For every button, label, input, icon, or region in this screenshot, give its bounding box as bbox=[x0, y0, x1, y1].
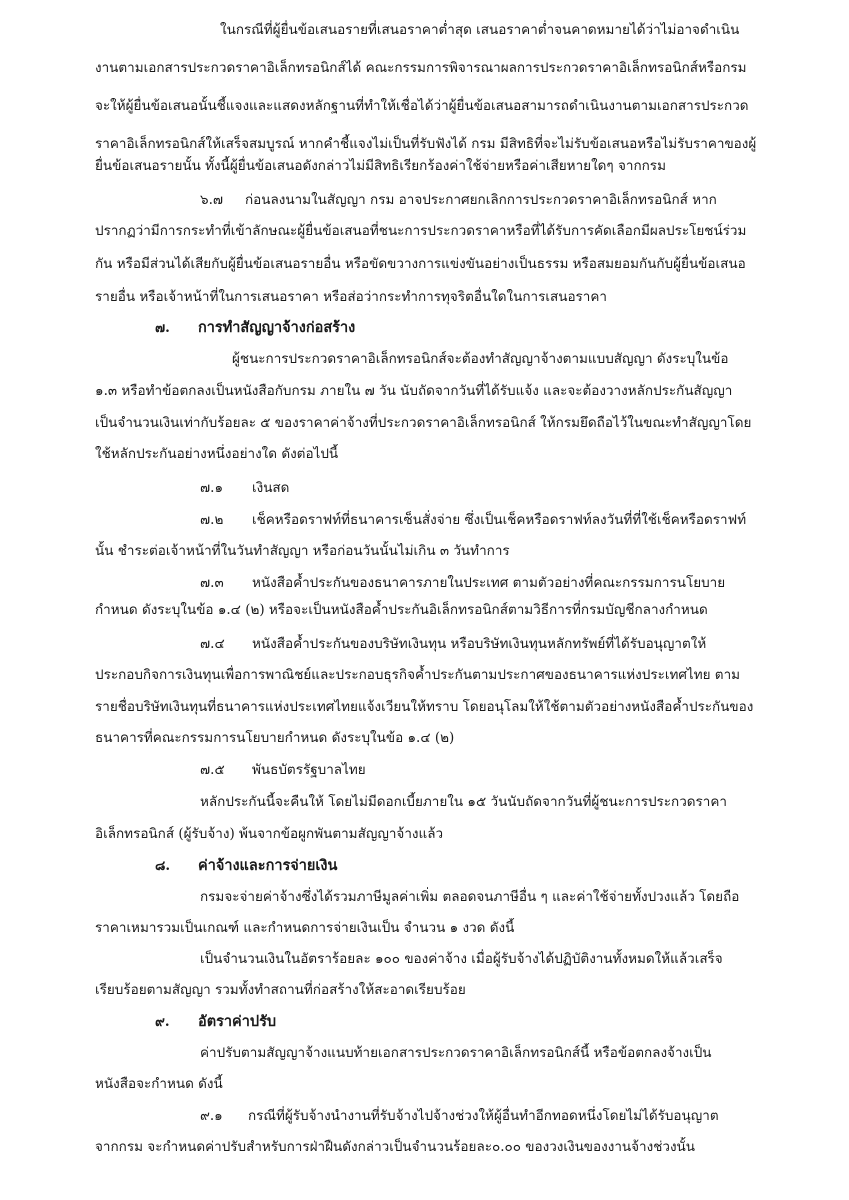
paragraph-line: ๑.๓ หรือทำข้อตกลงเป็นหนังสือกับกรม ภายใน ๗ วัน นับถัดจากวันที่ได้รับแจ้ง และจะต้องวางหลักประกันสัญญา bbox=[95, 383, 733, 399]
paragraph-line: หนังสือค้ำประกันของบริษัทเงินทุน หรือบริษัทเงินทุนหลักทรัพย์ที่ได้รับอนุญาตให้ bbox=[252, 636, 707, 652]
paragraph-line: รายชื่อบริษัทเงินทุนที่ธนาคารแห่งประเทศไทยแจ้งเวียนให้ทราบ โดยอนุโลมให้ใช้ตามตัวอย่างหนังสือค้ำประกันของ bbox=[95, 699, 754, 715]
paragraph-line: ค่าปรับตามสัญญาจ้างแนบท้ายเอกสารประกวดราคาอิเล็กทรอนิกส์นี้ หรือข้อตกลงจ้างเป็น bbox=[200, 1045, 712, 1061]
section-number: ๗. bbox=[155, 320, 170, 336]
paragraph-line: จากกรม จะกำหนดค่าปรับสำหรับการฝ่าฝืนดังกล่าวเป็นจำนวนร้อยละ๐.๐๐ ของวงเงินของงานจ้างช่วงนั้น bbox=[95, 1139, 696, 1155]
paragraph-line: ใช้หลักประกันอย่างหนึ่งอย่างใด ดังต่อไปนี้ bbox=[95, 446, 339, 462]
paragraph-line: ในกรณีที่ผู้ยื่นข้อเสนอรายที่เสนอราคาต่ำสุด เสนอราคาต่ำจนคาดหมายได้ว่าไม่อาจดำเนิน bbox=[220, 22, 740, 38]
section-heading: การทำสัญญาจ้างก่อสร้าง bbox=[198, 319, 356, 336]
paragraph-line: รายอื่น หรือเจ้าหน้าที่ในการเสนอราคา หรือส่อว่ากระทำการทุจริตอื่นใดในการเสนอราคา bbox=[95, 289, 607, 305]
clause-number: ๙.๑ bbox=[200, 1108, 223, 1124]
paragraph-line: เรียบร้อยตามสัญญา รวมทั้งทำสถานที่ก่อสร้างให้สะอาดเรียบร้อย bbox=[95, 982, 466, 998]
clause-number: ๗.๑ bbox=[200, 480, 224, 496]
paragraph-line: เงินสด bbox=[252, 480, 290, 496]
paragraph-line: ราคาอิเล็กทรอนิกส์ให้เสร็จสมบูรณ์ หากคำชี้แจงไม่เป็นที่รับฟังได้ กรม มีสิทธิที่จะไม่รับข้อเสนอหรือไม่รับราคาของผู้ bbox=[95, 136, 757, 152]
clause-number: ๗.๔ bbox=[200, 636, 225, 652]
clause-number: ๗.๓ bbox=[200, 575, 224, 591]
section-number: ๙. bbox=[155, 1014, 170, 1030]
paragraph-line: จะให้ผู้ยื่นข้อเสนอนั้นชี้แจงและแสดงหลักฐานที่ทำให้เชื่อได้ว่าผู้ยื่นข้อเสนอสามารถดำเนินงานตามเอกสารประกวด bbox=[95, 98, 749, 114]
paragraph-line: เป็นจำนวนเงินเท่ากับร้อยละ ๕ ของราคาค่าจ้างที่ประกวดราคาอิเล็กทรอนิกส์ ให้กรมยึดถือไว้ในขณะทำสัญญาโดย bbox=[95, 415, 752, 431]
paragraph-line: ยื่นข้อเสนอรายนั้น ทั้งนี้ผู้ยื่นข้อเสนอดังกล่าวไม่มีสิทธิเรียกร้องค่าใช้จ่ายหรือค่าเสียหายใดๆ จากกรม bbox=[95, 158, 666, 174]
paragraph-line: ปรากฏว่ามีการกระทำที่เข้าลักษณะผู้ยื่นข้อเสนอที่ชนะการประกวดราคาหรือที่ได้รับการคัดเลือกมีผลประโยชน์ร่วม bbox=[95, 223, 747, 239]
paragraph-line: กัน หรือมีส่วนได้เสียกับผู้ยื่นข้อเสนอรายอื่น หรือขัดขวางการแข่งขันอย่างเป็นธรรม หรือสมยอมกันกับผู้ยื่นข้อเสนอ bbox=[95, 256, 746, 272]
section-heading: อัตราค่าปรับ bbox=[198, 1013, 277, 1030]
paragraph-line: ราคาเหมารวมเป็นเกณฑ์ และกำหนดการจ่ายเงินเป็น จำนวน ๑ งวด ดังนี้ bbox=[95, 920, 515, 936]
section-heading: ค่าจ้างและการจ่ายเงิน bbox=[198, 857, 338, 874]
paragraph-line: ธนาคารที่คณะกรรมการนโยบายกำหนด ดังระบุในข้อ ๑.๔ (๒) bbox=[95, 730, 455, 746]
paragraph-line: หนังสือจะกำหนด ดังนี้ bbox=[95, 1076, 223, 1092]
paragraph-line: กำหนด ดังระบุในข้อ ๑.๔ (๒) หรือจะเป็นหนังสือค้ำประกันอิเล็กทรอนิกส์ตามวิธีการที่กรมบัญชีกลางกำหนด bbox=[95, 602, 708, 618]
paragraph-line: ประกอบกิจการเงินทุนเพื่อการพาณิชย์และประกอบธุรกิจค้ำประกันตามประกาศของธนาคารแห่งประเทศไทย ตาม bbox=[95, 667, 741, 683]
paragraph-line: พันธบัตรรัฐบาลไทย bbox=[252, 762, 366, 778]
paragraph-line: นั้น ชำระต่อเจ้าหน้าที่ในวันทำสัญญา หรือก่อนวันนั้นไม่เกิน ๓ วันทำการ bbox=[95, 543, 510, 559]
paragraph-line: กรณีที่ผู้รับจ้างนำงานที่รับจ้างไปจ้างช่วงให้ผู้อื่นทำอีกทอดหนึ่งโดยไม่ได้รับอนุญาต bbox=[248, 1108, 719, 1124]
paragraph-line: หลักประกันนี้จะคืนให้ โดยไม่มีดอกเบี้ยภายใน ๑๕ วันนับถัดจากวันที่ผู้ชนะการประกวดราคา bbox=[200, 794, 728, 810]
paragraph-line: เช็คหรือดราฟท์ที่ธนาคารเซ็นสั่งจ่าย ซึ่งเป็นเช็คหรือดราฟท์ลงวันที่ที่ใช้เช็คหรือดราฟท์ bbox=[252, 512, 747, 528]
paragraph-line: หนังสือค้ำประกันของธนาคารภายในประเทศ ตามตัวอย่างที่คณะกรรมการนโยบาย bbox=[252, 575, 726, 591]
section-number: ๘. bbox=[155, 858, 171, 874]
paragraph-line: งานตามเอกสารประกวดราคาอิเล็กทรอนิกส์ได้ คณะกรรมการพิจารณาผลการประกวดราคาอิเล็กทรอนิกส์หรือกรม bbox=[95, 60, 747, 76]
paragraph-line: อิเล็กทรอนิกส์ (ผู้รับจ้าง) พ้นจากข้อผูกพันตามสัญญาจ้างแล้ว bbox=[95, 826, 444, 842]
clause-number: ๖.๗ bbox=[200, 192, 224, 208]
paragraph-line: เป็นจำนวนเงินในอัตราร้อยละ ๑๐๐ ของค่าจ้าง เมื่อผู้รับจ้างได้ปฏิบัติงานทั้งหมดให้แล้วเสร็จ bbox=[200, 951, 723, 967]
paragraph-line: กรมจะจ่ายค่าจ้างซึ่งได้รวมภาษีมูลค่าเพิ่ม ตลอดจนภาษีอื่น ๆ และค่าใช้จ่ายทั้งปวงแล้ว โดยถือ bbox=[200, 889, 740, 905]
paragraph-line: ก่อนลงนามในสัญญา กรม อาจประกาศยกเลิกการประกวดราคาอิเล็กทรอนิกส์ หาก bbox=[245, 192, 717, 208]
clause-number: ๗.๕ bbox=[200, 762, 225, 778]
clause-number: ๗.๒ bbox=[200, 512, 224, 528]
paragraph-line: ผู้ชนะการประกวดราคาอิเล็กทรอนิกส์จะต้องทำสัญญาจ้างตามแบบสัญญา ดังระบุในข้อ bbox=[232, 351, 729, 367]
